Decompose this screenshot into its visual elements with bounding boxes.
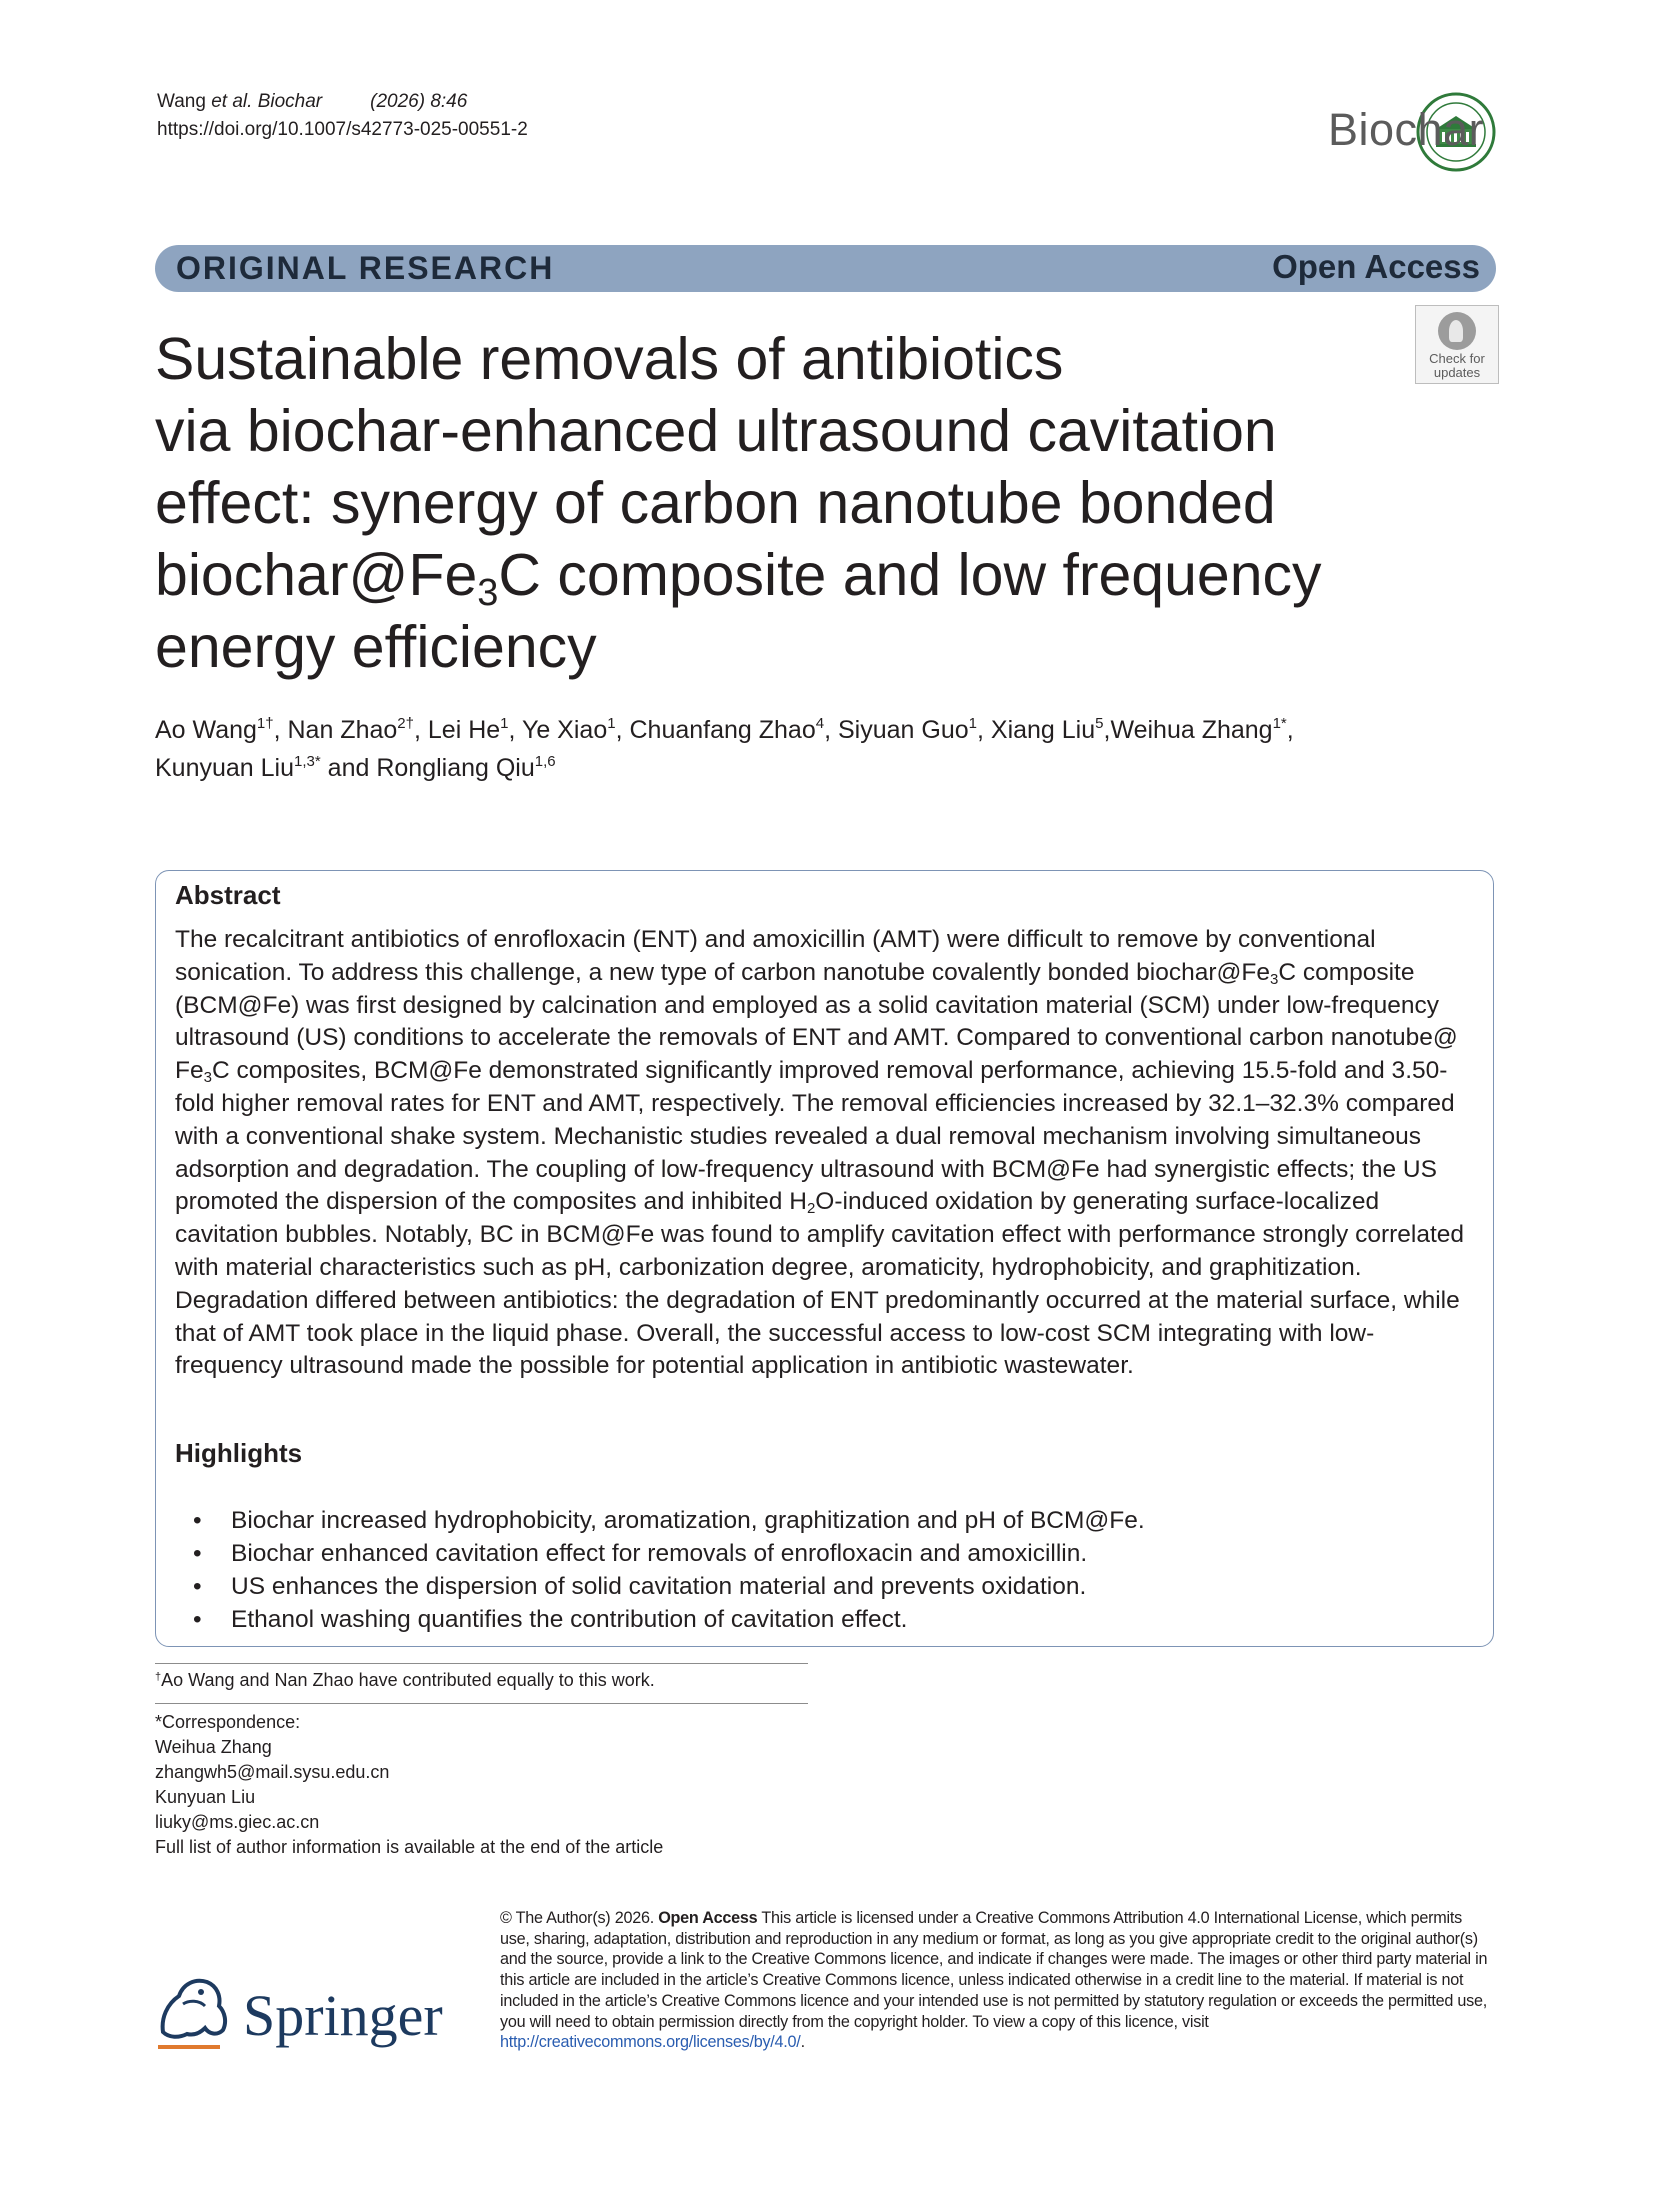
check-for-updates-button[interactable] [1415,305,1499,384]
abstract-text: The recalcitrant antibiotics of enrofloxacin (ENT) and amoxicillin (AMT) were difficult to remove by conventional sonication. To address this challenge, a new type of carbon nanotube covalently bonded $biochar@Fe_3C$ composite (BCM@Fe) was first designed by calcination and employed as a solid cavitation material (SCM) under low-frequency ultrasound (US) conditions to accelerate the removals of ENT and AMT. Compared to conventional carbon nanotube@ $Fe_3C$ composites, BCM@Fe demonstrated significantly improved removal performance, achieving 15.5-fold and 3.50-fold higher removal rates for ENT and AMT, respectively. The removal efficiencies increased by 32.1–32.3% compared with a conventional shake system. Mechanistic studies revealed a dual removal mechanism involving simultaneous adsorption and degradation. The coupling of low-frequency ultrasound with BCM@Fe had synergistic effects; the US promoted the dispersion of the composites and inhibited $H_2O$-induced oxidation by generating surface-localized cavitation bubbles. Notably, BC in BCM@Fe was found to amplify cavitation effect with performance strongly correlated with material characteristics such as pH, carbonization degree, aromaticity, hydrophobicity, and graphitization. Degradation differed between antibiotics: the degradation of ENT predominantly occurred at the material surface, while that of AMT took place in the liquid phase. Overall, the successful access to low-cost SCM integrating with low-frequency ultrasound made the possible for potential application in antibiotic wastewater. [175,926,1465,1380]
citation-journal: et al. Biochar [211,91,323,112]
check-updates-line1: Check for [1429,351,1485,366]
citation-author: Wang [157,91,206,112]
author-name[interactable]: Xiang Liu [990,716,1096,744]
highlight-item: • Biochar enhanced cavitation effect for removals of enrofloxacin and amoxicillin. [175,1537,1465,1570]
author-name[interactable]: Lei He [427,716,501,744]
title-line: Sustainable removals of antibiotics [155,326,1064,392]
title-line: via biochar-enhanced ultrasound cavitation [155,398,1277,464]
article-title [155,323,1405,683]
article-type-label: ORIGINAL RESEARCH [176,250,555,286]
abstract-heading: Abstract [175,880,281,910]
correspondence-email[interactable]: zhangwh5@mail.sysu.edu.cn [155,1762,390,1782]
license-link[interactable]: http://creativecommons.org/licenses/by/4.0/ [500,2033,801,2052]
article-citation [157,88,528,144]
author-name[interactable]: Ao Wang [155,716,257,744]
bookmark-icon [1438,312,1476,350]
highlights-list [175,1504,1465,1636]
correspondence-block [155,1710,663,1860]
title-line: effect: synergy of carbon nanotube bonded [155,470,1276,536]
highlight-item: • Biochar increased hydrophobicity, aromatization, graphitization and pH of BCM@Fe. [175,1504,1465,1537]
citation-year: (2026) 8:46 [370,91,468,112]
author-name[interactable]: Chuanfang Zhao [629,716,816,744]
publisher-accent-bar [158,2045,220,2049]
author-list: Ao Wang$^{1\dagger}$, Nan Zhao$^{2\dagger}$, Lei He$^1$, Ye Xiao$^1$, Chuanfang Zhao$^4$, Siyuan Guo$^1$, Xiang Liu$^5$,Weihua Zhang$^{1*}$, Kunyuan Liu$^{1,3*}$ and Rongliang Qiu$^{1,6}$ [155,715,1294,782]
doi-link[interactable]: https://doi.org/10.1007/s42773-025-00551-2 [157,119,528,140]
author-name[interactable]: Nan Zhao [287,716,398,744]
journal-name: Biochar [1328,104,1485,155]
author-name[interactable]: Rongliang Qiu [376,754,535,782]
correspondence-label: *Correspondence: [155,1712,301,1732]
footnote-divider [155,1663,808,1664]
author-name[interactable]: Siyuan Guo [838,716,969,744]
author-name[interactable]: Weihua Zhang [1110,716,1273,744]
footnote-divider [155,1703,808,1704]
title-line: energy efficiency [155,614,597,680]
highlight-item: • US enhances the dispersion of solid cavitation material and prevents oxidation. [175,1570,1465,1603]
author-name[interactable]: Ye Xiao [521,716,608,744]
highlights-heading: Highlights [175,1438,303,1468]
correspondence-email[interactable]: liuky@ms.giec.ac.cn [155,1812,320,1832]
open-access-label: Open Access [1272,248,1480,285]
correspondence-name: Weihua Zhang [155,1737,272,1757]
title-line: $biochar@Fe_3C$ composite and low frequency [155,542,1322,614]
correspondence-name: Kunyuan Liu [155,1787,256,1807]
author-name[interactable]: Kunyuan Liu [155,754,295,782]
author-info-note: Full list of author information is available at the end of the article [155,1837,664,1857]
highlight-item: • Ethanol washing quantifies the contribution of cavitation effect. [175,1603,1465,1636]
license-statement: © The Author(s) 2026. Open Access This article is licensed under a Creative Commons Attribution 4.0 International License, which permits use, sharing, adaptation, distribution and reproduction in any medium or format, as long as you give appropriate credit to the original author(s) and the source, provide a link to the Creative Commons licence, and indicate if changes were made. The images or other third party material in this article are included in the article’s Creative Commons licence, unless indicated otherwise in a credit line to the material. If material is not included in the article’s Creative Commons licence and your intended use is not permitted by statutory regulation or exceeds the permitted use, you will need to obtain permission directly from the copyright holder. To view a copy of this licence, visit http://creativecommons.org/licenses/by/4.0/. [500,1909,1488,2052]
equal-contribution-note: †Ao Wang and Nan Zhao have contributed equally to this work. [155,1670,655,1690]
publisher-name: Springer [243,1983,443,2048]
check-updates-line2: updates [1433,365,1481,380]
